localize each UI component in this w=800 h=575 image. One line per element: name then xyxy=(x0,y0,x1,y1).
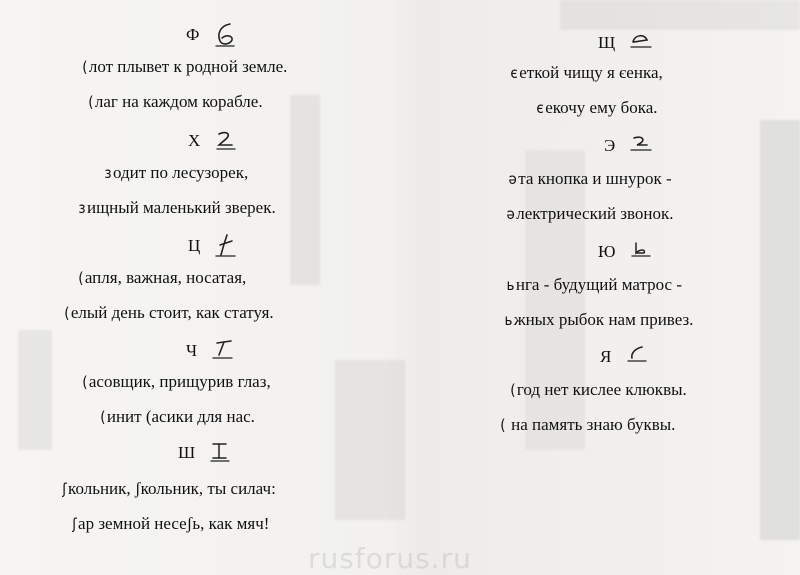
heading-letter: Х xyxy=(188,131,201,150)
heading-letter: Щ xyxy=(598,33,616,52)
letter-heading xyxy=(598,30,649,54)
handwritten-mark: ( xyxy=(82,58,88,76)
heading-letter: Ю xyxy=(598,242,616,261)
handwritten-mark: ( xyxy=(64,304,70,322)
letter-heading xyxy=(188,128,235,152)
letter-heading xyxy=(178,440,229,464)
handwritten-mark: ( xyxy=(78,269,84,287)
bleed-shadow xyxy=(335,360,405,520)
handwritten-mark: ( xyxy=(500,416,506,434)
handwritten-mark: ( xyxy=(82,373,88,391)
handwritten-letter-icon xyxy=(215,233,235,257)
handwritten-mark: ( xyxy=(510,381,516,399)
verse-text: ищный маленький зверек. xyxy=(86,198,276,217)
verse-text: лектрический звонок. xyxy=(516,204,674,223)
heading-letter: Ц xyxy=(188,236,201,255)
verse-text: инит (асики для нас. xyxy=(106,407,255,426)
handwritten-letter-icon xyxy=(630,239,650,263)
handwritten-letter-icon xyxy=(629,133,649,157)
verse-line xyxy=(62,479,276,499)
handwritten-mark: з xyxy=(78,199,86,217)
handwritten-letter-icon xyxy=(209,440,229,464)
verse-text: та кнопка и шнурок - xyxy=(518,169,672,188)
verse-line xyxy=(506,275,682,295)
handwritten-mark: ə xyxy=(506,205,515,223)
verse-text: на память знаю буквы. xyxy=(506,415,676,434)
verse-line xyxy=(506,204,674,224)
heading-letter: Ш xyxy=(178,443,196,462)
bleed-shadow xyxy=(525,150,585,450)
verse-text: одит по лесузорек, xyxy=(112,163,249,182)
bleed-shadow xyxy=(560,0,800,30)
letter-heading xyxy=(604,133,649,157)
heading-letter: Ф xyxy=(186,25,200,44)
handwritten-mark: ʃ xyxy=(72,515,77,533)
letter-heading xyxy=(598,239,650,263)
verse-text: нга - будущий матрос - xyxy=(515,275,683,294)
bleed-shadow xyxy=(760,120,800,540)
verse-text: апля, важная, носатая, xyxy=(84,268,247,287)
handwritten-letter-icon xyxy=(629,30,649,54)
heading-letter: Э xyxy=(604,136,616,155)
verse-line xyxy=(82,57,287,77)
handwritten-mark: ə xyxy=(508,170,517,188)
verse-text: еткой чищу я єенка, xyxy=(519,63,663,82)
heading-letter: Ч xyxy=(186,341,198,360)
letter-heading xyxy=(188,233,235,257)
letter-heading xyxy=(600,344,646,368)
handwritten-mark: ( xyxy=(88,93,94,111)
handwritten-mark: ь xyxy=(504,311,513,329)
heading-letter: Я xyxy=(600,347,612,366)
verse-line xyxy=(88,92,263,112)
handwritten-letter-icon xyxy=(211,338,231,362)
handwritten-mark: ь xyxy=(506,276,515,294)
verse-line xyxy=(536,98,658,118)
verse-text: лаг на каждом корабле. xyxy=(94,92,263,111)
verse-line xyxy=(82,372,271,392)
verse-line xyxy=(78,268,246,288)
handwritten-mark: ( xyxy=(100,408,106,426)
letter-heading xyxy=(186,22,234,46)
verse-line xyxy=(100,407,255,427)
verse-line xyxy=(504,310,693,330)
verse-line xyxy=(72,514,269,534)
handwritten-letter-icon xyxy=(215,128,235,152)
verse-line xyxy=(510,63,663,83)
verse-text: асовщик, прищурив глаз, xyxy=(88,372,271,391)
verse-text: лот плывет к родной земле. xyxy=(88,57,288,76)
verse-line xyxy=(64,303,274,323)
verse-line xyxy=(78,198,276,218)
handwritten-letter-icon xyxy=(626,344,646,368)
verse-text: год нет кислее клюквы. xyxy=(516,380,687,399)
site-watermark: rusforus.ru xyxy=(308,542,472,575)
handwritten-mark: є xyxy=(510,64,518,82)
handwritten-mark: є xyxy=(536,99,544,117)
bleed-shadow xyxy=(290,95,320,285)
verse-line xyxy=(508,169,672,189)
handwritten-mark: з xyxy=(104,164,112,182)
verse-line xyxy=(104,163,248,183)
verse-text: екочу ему бока. xyxy=(545,98,658,117)
verse-text: кольник, ʃкольник, ты силач: xyxy=(68,479,276,498)
letter-heading xyxy=(186,338,231,362)
verse-text: ар земной несеʃь, как мяч! xyxy=(78,514,270,533)
verse-text: елый день стоит, как статуя. xyxy=(70,303,274,322)
handwritten-letter-icon xyxy=(214,22,234,46)
verse-line xyxy=(500,415,675,435)
verse-text: жных рыбок нам привез. xyxy=(513,310,694,329)
verse-line xyxy=(510,380,687,400)
handwritten-mark: ʃ xyxy=(62,480,67,498)
bleed-shadow xyxy=(18,330,52,450)
